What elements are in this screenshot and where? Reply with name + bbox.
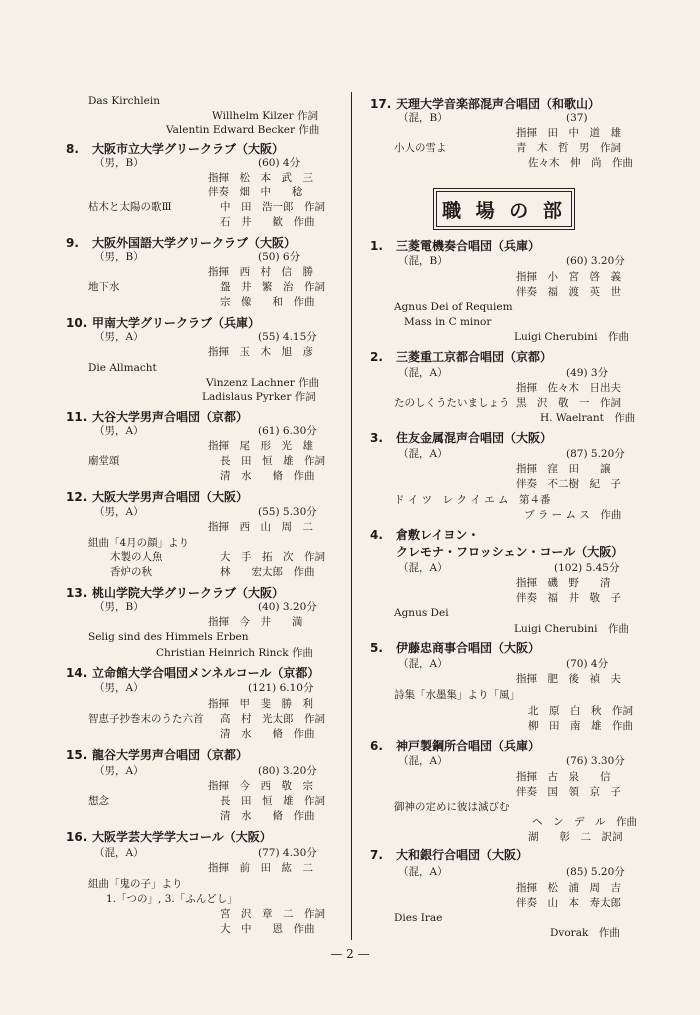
program-line: 大 手 拓 次 作詞 (220, 551, 325, 563)
program-line: (121) 6.10分 (248, 682, 314, 694)
program-line: 指揮 西 山 周 二 (208, 521, 313, 533)
choir-name: 三菱重工京都合唱団（京都） (396, 350, 553, 364)
program-line: 清 水 脩 作曲 (220, 810, 315, 822)
program-line: 廟堂頌 (88, 455, 120, 467)
program-line: (55) 5.30分 (258, 506, 317, 518)
entry-number: 11. (66, 410, 88, 424)
program-line: （混，A） (398, 367, 448, 379)
entry-number: 14. (66, 666, 88, 680)
choir-name: 大阪外国語大学グリークラブ（大阪） (92, 236, 297, 250)
program-line: 高 村 光太郎 作詞 (220, 713, 325, 725)
program-line: （混，A） (398, 562, 448, 574)
program-line: 指揮 田 中 道 雄 (516, 127, 621, 139)
program-line: ド イ ツ レ ク イ エ ム 第４番 (394, 494, 551, 506)
choir-name: 龍谷大学男声合唱団（京都） (92, 748, 249, 762)
program-line: (80) 3.20分 (258, 765, 317, 777)
program-line: Agnus Dei of Requiem (394, 301, 513, 313)
program-line: 伴奏 山 本 寿太郎 (516, 897, 621, 909)
entry-number: 6. (370, 739, 383, 753)
choir-title (66, 586, 284, 601)
program-line: （混，A） (398, 448, 448, 460)
entry-number: 5. (370, 641, 383, 655)
program-line: Mass in C minor (404, 316, 492, 328)
entry-number: 15. (66, 748, 88, 762)
choir-title (370, 350, 552, 365)
program-line: Agnus Dei (394, 607, 449, 619)
program-line: 指揮 肥 後 禎 夫 (516, 673, 621, 685)
choir-name: 住友金属混声合唱団（大阪） (396, 431, 553, 445)
program-line: （男，A） (94, 682, 144, 694)
program-line: Christian Heinrich Rinck 作曲 (156, 647, 313, 659)
choir-name: 神戸製鋼所合唱団（兵庫） (396, 739, 541, 753)
program-line: 詩集「水墨集」より「風」 (394, 689, 520, 701)
program-line: 伴奏 国 領 京 子 (516, 786, 621, 798)
program-line: 指揮 今 井 満 (208, 616, 303, 628)
choir-title (66, 142, 284, 157)
program-line: 清 水 脩 作曲 (220, 470, 315, 482)
program-line: 香炉の秋 (110, 566, 152, 578)
program-line: ブ ラ ー ム ス 作曲 (524, 509, 622, 521)
program-line: (49) 3分 (566, 367, 609, 379)
choir-name: 大阪学芸大学学大コール（大阪） (92, 830, 272, 844)
page-number: — 2 — (330, 947, 370, 961)
program-line: (40) 3.20分 (258, 601, 317, 613)
program-line: (102) 5.45分 (554, 562, 620, 574)
choir-title (370, 641, 540, 656)
program-line: 伴奏 畑 中 稔 (208, 186, 303, 198)
program-line: 小人の雪よ (394, 142, 447, 154)
program-line: 青 木 哲 男 作詞 (516, 142, 621, 154)
choir-title (370, 739, 540, 754)
choir-title (396, 545, 623, 560)
program-line: 枯木と太陽の歌Ⅲ (88, 201, 172, 213)
program-line: 指揮 西 村 信 勝 (208, 266, 313, 278)
program-line: (77) 4.30分 (258, 847, 317, 859)
program-line: H. Waelrant 作曲 (540, 412, 636, 424)
program-line: （男，A） (94, 331, 144, 343)
program-line: 林 宏太郎 作曲 (220, 566, 315, 578)
program-line: 1.「つの」, 3.「ふんどし」 (106, 893, 238, 905)
choir-title (370, 431, 552, 446)
choir-title (66, 410, 248, 425)
program-line: （混，A） (398, 755, 448, 767)
program-line: 柳 田 南 雄 作曲 (528, 720, 633, 732)
entry-number: 10. (66, 316, 88, 330)
program-line: 指揮 小 宮 啓 義 (516, 271, 621, 283)
choir-name: 大和銀行合唱団（大阪） (396, 848, 529, 862)
program-line: Dvorak 作曲 (550, 927, 620, 939)
choir-title (66, 666, 319, 681)
program-line: 長 田 恒 雄 作詞 (220, 795, 325, 807)
entry-number: 3. (370, 431, 383, 445)
program-line: （混，A） (398, 866, 448, 878)
program-line: （男，B） (94, 601, 144, 613)
program-line: Luigi Cherubini 作曲 (514, 331, 630, 343)
program-line: ヘ ン デ ル 作曲 (532, 816, 637, 828)
choir-title (66, 830, 272, 845)
choir-name: クレモナ・フロッシェン・コール（大阪） (396, 545, 624, 559)
program-line: 指揮 今 西 敬 宗 (208, 780, 313, 792)
program-line: （混，A） (398, 658, 448, 670)
program-line: 智恵子抄巻末のうた六首 (88, 713, 204, 725)
program-line: 盌 井 繁 治 作詞 (220, 281, 325, 293)
program-line: 長 田 恒 雄 作詞 (220, 455, 325, 467)
section-title: 職 場 の 部 (442, 199, 566, 222)
program-line: 中 田 浩一郎 作詞 (220, 201, 325, 213)
entry-number: 17. (370, 97, 392, 111)
program-line: 御神の定めに彼は滅びむ (394, 801, 510, 813)
section-title-box (436, 191, 572, 227)
program-line: 伴奏 福 渡 英 世 (516, 286, 621, 298)
program-line: 黒 沢 敬 一 作詞 (516, 397, 621, 409)
program-line: (70) 4分 (566, 658, 609, 670)
entry-number: 9. (66, 236, 79, 250)
program-line: （男，A） (94, 425, 144, 437)
choir-name: 倉敷レイヨン・ (396, 528, 480, 542)
choir-name: 三菱電機奏合唱団（兵庫） (396, 239, 541, 253)
choir-name: 伊藤忠商事合唱団（大阪） (396, 641, 541, 655)
program-line: Dies Irae (394, 912, 443, 924)
program-line: 宗 像 和 作曲 (220, 296, 315, 308)
program-line: 指揮 松 浦 周 吉 (516, 882, 621, 894)
program-line: 指揮 松 本 武 三 (208, 172, 313, 184)
program-line: （混，A） (94, 847, 144, 859)
program-line: Das Kirchlein (88, 95, 160, 107)
program-line: (85) 5.20分 (566, 866, 625, 878)
entry-number: 16. (66, 830, 88, 844)
program-line: 湖 彰 二 訳詞 (528, 831, 623, 843)
program-line: 地下水 (88, 281, 120, 293)
program-line: 指揮 玉 木 旭 彦 (208, 346, 313, 358)
program-line: (60) 4分 (258, 157, 301, 169)
choir-name: 桃山学院大学グリークラブ（大阪） (92, 586, 285, 600)
program-line: 指揮 甲 斐 勝 利 (208, 698, 313, 710)
program-line: (37) (566, 112, 588, 124)
choir-name: 大谷大学男声合唱団（京都） (92, 410, 249, 424)
program-line: Ladislaus Pyrker 作詞 (202, 391, 316, 403)
entry-number: 4. (370, 528, 383, 542)
entry-number: 12. (66, 490, 88, 504)
program-line: （男，B） (94, 157, 144, 169)
choir-title (66, 236, 296, 251)
program-line: 清 水 脩 作曲 (220, 728, 315, 740)
choir-title (66, 748, 248, 763)
program-line: 指揮 前 田 紘 二 (208, 862, 313, 874)
program-line: （男，A） (94, 506, 144, 518)
choir-name: 甲南大学グリークラブ（兵庫） (92, 316, 261, 330)
column-divider (351, 92, 352, 940)
choir-name: 天理大学音楽部混声合唱団（和歌山） (396, 97, 601, 111)
choir-title (370, 848, 528, 863)
choir-title (66, 316, 260, 331)
entry-number: 13. (66, 586, 88, 600)
program-line: (76) 3.30分 (566, 755, 625, 767)
program-line: （混，B） (398, 112, 448, 124)
program-line: 組曲「鬼の子」より (88, 878, 183, 890)
program-line: Luigi Cherubini 作曲 (514, 623, 630, 635)
program-line: Die Allmacht (88, 362, 157, 374)
program-line: (60) 3.20分 (566, 255, 625, 267)
program-line: 伴奏 不二樹 紀 子 (516, 478, 621, 490)
program-line: （男，B） (94, 251, 144, 263)
program-line: 組曲「4月の顔」より (88, 537, 190, 549)
choir-title (370, 528, 479, 543)
program-line: 佐々木 伸 尚 作曲 (528, 157, 633, 169)
program-line: Willhelm Kilzer 作詞 (212, 110, 318, 122)
program-line: （混，B） (398, 255, 448, 267)
entry-number: 1. (370, 239, 383, 253)
program-line: 伴奏 福 井 敬 子 (516, 592, 621, 604)
program-line: (61) 6.30分 (258, 425, 317, 437)
program-line: 想念 (88, 795, 109, 807)
program-line: 指揮 磯 野 清 (516, 577, 611, 589)
program-line: (55) 4.15分 (258, 331, 317, 343)
program-line: (87) 5.20分 (566, 448, 625, 460)
program-line: 北 原 白 秋 作詞 (528, 705, 633, 717)
choir-title (370, 97, 600, 112)
program-line: 石 井 歓 作曲 (220, 216, 315, 228)
program-line: 木製の人魚 (110, 551, 163, 563)
program-line: 指揮 古 泉 信 (516, 771, 611, 783)
entry-number: 8. (66, 142, 79, 156)
program-line: 宮 沢 章 二 作詞 (220, 908, 325, 920)
program-line: たのしくうたいましょう (394, 397, 510, 409)
choir-title (370, 239, 540, 254)
choir-name: 大阪市立大学グリークラブ（大阪） (92, 142, 285, 156)
program-line: (50) 6分 (258, 251, 301, 263)
program-line: 大 中 恩 作曲 (220, 923, 315, 935)
entry-number: 7. (370, 848, 383, 862)
program-line: （男，A） (94, 765, 144, 777)
program-line: Valentin Edward Becker 作曲 (166, 124, 320, 136)
program-line: 指揮 窪 田 譲 (516, 463, 611, 475)
choir-name: 大阪大学男声合唱団（大阪） (92, 490, 249, 504)
entry-number: 2. (370, 350, 383, 364)
program-line: Vinzenz Lachner 作曲 (206, 377, 320, 389)
program-line: 指揮 尾 形 光 雄 (208, 440, 313, 452)
program-line: 指揮 佐々木 日出夫 (516, 382, 621, 394)
choir-title (66, 490, 248, 505)
choir-name: 立命館大学合唱団メンネルコール（京都） (92, 666, 320, 680)
program-line: Selig sind des Himmels Erben (88, 631, 249, 643)
